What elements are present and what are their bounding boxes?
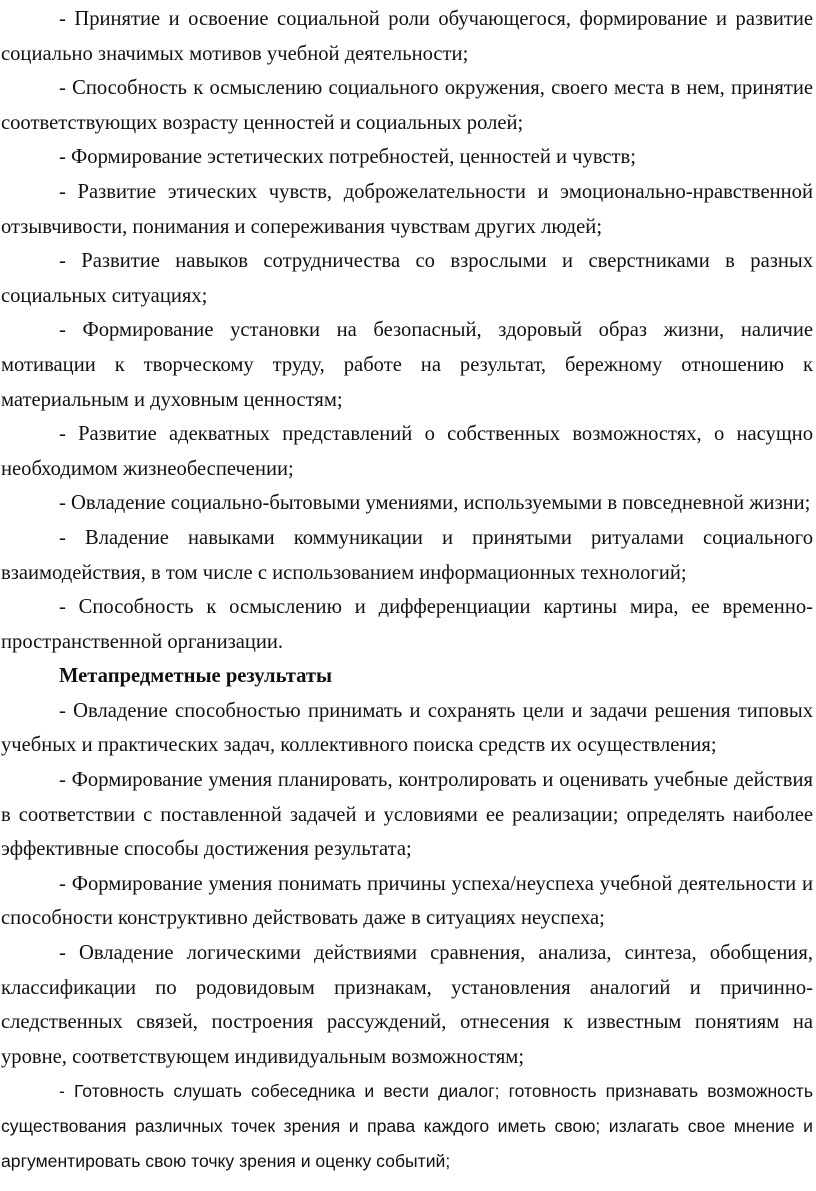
personal-result-5: - Развитие навыков сотрудничества со взрослыми и сверстниками в разных социальных ситуациях;	[1, 250, 813, 307]
metasubject-result-5: - Готовность слушать собеседника и вести диалог; готовность признавать возможность существования различных точек зрения и права каждого иметь свою; излагать свое мнение и аргументировать свою точку зрения и оценку событий;	[1, 1081, 813, 1171]
personal-result-8: - Овладение социально-бытовыми умениями, используемыми в повседневной жизни;	[59, 492, 811, 515]
metasubject-result-4: - Овладение логическими действиями сравнения, анализа, синтеза, обобщения, классификации по родовидовым признакам, установления аналогий и причинно-следственных связей, построения рассуждений, отнесения к известным понятиям на уровне, соответствующем индивидуальным возможностям;	[1, 942, 813, 1068]
metasubject-result-2: - Формирование умения планировать, контролировать и оценивать учебные действия в соответствии с поставленной задачей и условиями ее реализации; определять наиболее эффективные способы достижения результата;	[1, 769, 813, 861]
personal-result-4: - Развитие этических чувств, доброжелательности и эмоционально-нравственной отзывчивости, понимания и сопереживания чувствам других людей;	[1, 180, 813, 238]
personal-result-1: - Принятие и освоение социальной роли обучающегося, формирование и развитие социально значимых мотивов учебной деятельности;	[1, 8, 813, 65]
metasubject-result-3: - Формирование умения понимать причины успеха/неуспеха учебной деятельности и способности конструктивно действовать даже в ситуациях неуспеха;	[1, 872, 813, 930]
metasubject-result-1: - Овладение способностью принимать и сохранять цели и задачи решения типовых учебных и практических задач, коллективного поиска средств их осуществления;	[1, 699, 813, 757]
personal-result-2: - Способность к осмыслению социального окружения, своего места в нем, принятие соответствующих возрасту ценностей и социальных ролей;	[1, 77, 813, 134]
personal-result-7: - Развитие адекватных представлений о собственных возможностях, о насущно необходимом жизнеобеспечении;	[1, 423, 813, 480]
personal-result-6: - Формирование установки на безопасный, здоровый образ жизни, наличие мотивации к творческому труду, работе на результат, бережному отношению к материальным и духовным ценностям;	[1, 319, 813, 411]
personal-result-3: - Формирование эстетических потребностей, ценностей и чувств;	[59, 146, 637, 169]
personal-result-9: - Владение навыками коммуникации и принятыми ритуалами социального взаимодействия, в том числе с использованием информационных технологий;	[1, 526, 813, 584]
personal-result-10: - Способность к осмыслению и дифференциации картины мира, ее временно-пространственной организации.	[1, 596, 813, 653]
metasubject-heading: Метапредметные результаты	[59, 665, 333, 688]
